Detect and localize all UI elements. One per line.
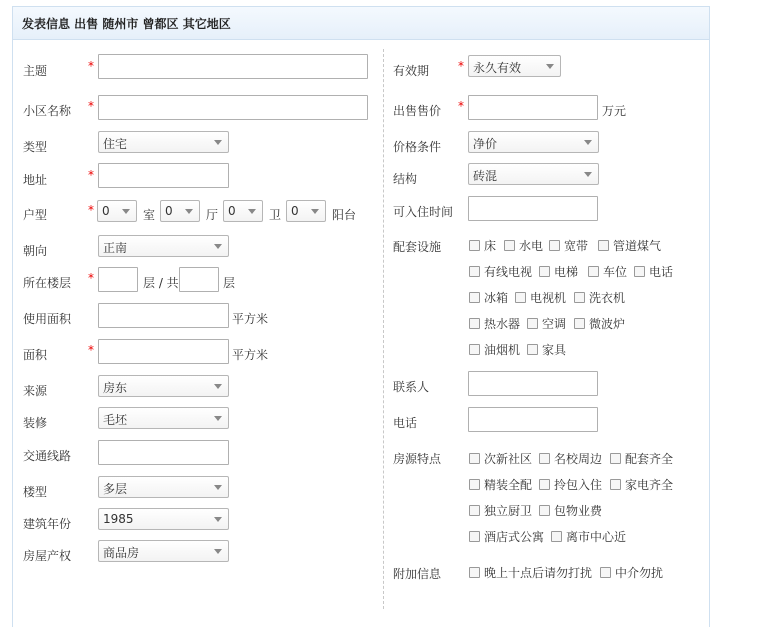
checkbox-box[interactable]: [539, 453, 550, 464]
feature-checkbox[interactable]: [610, 476, 673, 493]
chevron-down-icon: [122, 209, 130, 214]
balconies-unit: 阳台: [332, 208, 357, 222]
checkbox-box[interactable]: [469, 567, 480, 578]
required-mark: *: [458, 59, 464, 73]
facility-checkbox[interactable]: [539, 263, 578, 280]
validity-label: 有效期: [393, 64, 430, 78]
address-label: 地址: [23, 173, 48, 187]
area-unit: 平方米: [232, 348, 269, 362]
type-select-value: 住宅: [103, 137, 128, 151]
facility-checkbox[interactable]: [504, 237, 543, 254]
orientation-select[interactable]: [98, 235, 229, 257]
usable-area-unit: 平方米: [232, 312, 269, 326]
checkbox-box[interactable]: [469, 531, 480, 542]
move-in-input[interactable]: [468, 196, 598, 221]
facility-checkbox[interactable]: [469, 341, 520, 358]
source-label: 来源: [23, 384, 48, 398]
chevron-down-icon: [214, 244, 222, 249]
checkbox-box[interactable]: [469, 266, 480, 277]
building-type-label: 楼型: [23, 485, 48, 499]
feature-checkbox-label: 拎包入住: [554, 478, 603, 492]
usable-area-input[interactable]: [98, 303, 229, 328]
checkbox-box[interactable]: [469, 453, 480, 464]
rooms-unit: 室: [143, 208, 156, 222]
chevron-down-icon: [214, 140, 222, 145]
price-label: 出售售价: [393, 104, 442, 118]
rooms-select-value: 0: [102, 204, 110, 218]
checkbox-box[interactable]: [539, 505, 550, 516]
price-condition-label: 价格条件: [393, 140, 442, 154]
phone-label: 电话: [393, 416, 418, 430]
feature-checkbox-label: 包物业费: [554, 504, 603, 518]
orientation-select-value: 正南: [103, 241, 128, 255]
source-select[interactable]: [98, 375, 229, 397]
halls-select[interactable]: [160, 200, 200, 222]
type-select[interactable]: [98, 131, 229, 153]
facility-checkbox-label: 油烟机: [484, 343, 521, 357]
feature-checkbox-label: 家电齐全: [625, 478, 674, 492]
extra-info-checkbox-label: 中介勿扰: [615, 566, 664, 580]
validity-select[interactable]: [468, 55, 561, 77]
checkbox-box[interactable]: [539, 479, 550, 490]
feature-checkbox[interactable]: [539, 450, 602, 467]
facility-checkbox-label: 有线电视: [484, 265, 533, 279]
facility-checkbox[interactable]: [549, 237, 588, 254]
area-input[interactable]: [98, 339, 229, 364]
contact-label: 联系人: [393, 380, 430, 394]
facility-checkbox-label: 电话: [649, 265, 674, 279]
required-mark: *: [88, 343, 94, 357]
structure-select-value: 砖混: [473, 169, 498, 183]
column-divider: [383, 49, 384, 609]
facility-checkbox[interactable]: [527, 341, 566, 358]
feature-checkbox[interactable]: [469, 528, 544, 545]
chevron-down-icon: [584, 172, 592, 177]
move-in-label: 可入住时间: [393, 205, 454, 219]
feature-checkbox-label: 酒店式公寓: [484, 530, 545, 544]
layout-label: 户型: [23, 208, 48, 222]
total-floors-unit: 层: [223, 276, 236, 290]
required-mark: *: [88, 168, 94, 182]
price-input[interactable]: [468, 95, 598, 120]
validity-select-value: 永久有效: [473, 61, 522, 75]
checkbox-box[interactable]: [610, 479, 621, 490]
extra-info-checkbox-label: 晚上十点后请勿打扰: [484, 566, 593, 580]
facility-checkbox[interactable]: [469, 263, 532, 280]
facility-checkbox[interactable]: [469, 289, 508, 306]
feature-checkbox[interactable]: [610, 450, 673, 467]
area-label: 面积: [23, 348, 48, 362]
facility-checkbox-label: 洗衣机: [589, 291, 626, 305]
source-select-value: 房东: [103, 381, 128, 395]
structure-label: 结构: [393, 172, 418, 186]
chevron-down-icon: [248, 209, 256, 214]
facility-checkbox[interactable]: [515, 289, 566, 306]
structure-select[interactable]: [468, 163, 599, 185]
required-mark: *: [458, 99, 464, 113]
feature-checkbox-label: 离市中心近: [566, 530, 627, 544]
chevron-down-icon: [214, 485, 222, 490]
checkbox-box[interactable]: [469, 292, 480, 303]
required-mark: *: [88, 59, 94, 73]
checkbox-box[interactable]: [600, 567, 611, 578]
facility-checkbox[interactable]: [574, 315, 625, 332]
feature-checkbox[interactable]: [469, 476, 532, 493]
checkbox-box[interactable]: [469, 505, 480, 516]
decoration-label: 装修: [23, 416, 48, 430]
build-year-label: 建筑年份: [23, 517, 72, 531]
facility-checkbox[interactable]: [469, 315, 520, 332]
extra-info-checkbox[interactable]: [469, 564, 592, 581]
facility-checkbox-label: 管道煤气: [613, 239, 662, 253]
subject-input[interactable]: [98, 54, 368, 79]
feature-checkbox-label: 配套齐全: [625, 452, 674, 466]
facility-checkbox[interactable]: [634, 263, 673, 280]
checkbox-box[interactable]: [610, 453, 621, 464]
baths-unit: 卫: [269, 208, 282, 222]
facility-checkbox-label: 热水器: [484, 317, 521, 331]
build-year-select[interactable]: [98, 508, 229, 530]
facility-checkbox-label: 床: [484, 239, 497, 253]
facility-checkbox-label: 空调: [542, 317, 567, 331]
extra-info-label: 附加信息: [393, 567, 442, 581]
checkbox-box[interactable]: [598, 240, 609, 251]
required-mark: *: [88, 203, 94, 217]
type-label: 类型: [23, 140, 48, 154]
page-title: 发表信息 出售 随州市 曾都区 其它地区: [22, 17, 231, 31]
contact-input[interactable]: [468, 371, 598, 396]
chevron-down-icon: [214, 517, 222, 522]
facility-checkbox[interactable]: [527, 315, 566, 332]
features-label: 房源特点: [393, 452, 442, 466]
checkbox-box[interactable]: [515, 292, 526, 303]
facility-checkbox[interactable]: [598, 237, 661, 254]
transport-label: 交通线路: [23, 449, 72, 463]
price-condition-select[interactable]: [468, 131, 599, 153]
building-type-select-value: 多层: [103, 482, 128, 496]
community-label: 小区名称: [23, 104, 72, 118]
chevron-down-icon: [584, 140, 592, 145]
feature-checkbox[interactable]: [551, 528, 626, 545]
feature-checkbox-label: 名校周边: [554, 452, 603, 466]
checkbox-box[interactable]: [574, 292, 585, 303]
checkbox-box[interactable]: [469, 240, 480, 251]
floor-unit: 层 / 共: [143, 276, 179, 290]
checkbox-box[interactable]: [527, 344, 538, 355]
floor-input[interactable]: [98, 267, 138, 292]
facility-checkbox-label: 电视机: [530, 291, 567, 305]
chevron-down-icon: [214, 549, 222, 554]
baths-select-value: 0: [228, 204, 236, 218]
property-label: 房屋产权: [23, 549, 72, 563]
orientation-label: 朝向: [23, 244, 48, 258]
required-mark: *: [88, 99, 94, 113]
checkbox-box[interactable]: [469, 344, 480, 355]
baths-select[interactable]: [223, 200, 263, 222]
feature-checkbox-label: 次新社区: [484, 452, 533, 466]
facility-checkbox[interactable]: [588, 263, 627, 280]
facility-checkbox-label: 宽带: [564, 239, 589, 253]
feature-checkbox[interactable]: [539, 476, 602, 493]
extra-info-checkbox[interactable]: [600, 564, 663, 581]
community-input[interactable]: [98, 95, 368, 120]
checkbox-box[interactable]: [504, 240, 515, 251]
property-select-value: 商品房: [103, 546, 140, 560]
facility-checkbox-label: 车位: [603, 265, 628, 279]
checkbox-box[interactable]: [588, 266, 599, 277]
decoration-select[interactable]: [98, 407, 229, 429]
build-year-select-value: 1985: [103, 512, 134, 526]
facility-checkbox-label: 微波炉: [589, 317, 626, 331]
checkbox-box[interactable]: [574, 318, 585, 329]
address-input[interactable]: [98, 163, 229, 188]
chevron-down-icon: [214, 416, 222, 421]
total-floors-input[interactable]: [179, 267, 219, 292]
decoration-select-value: 毛坯: [103, 413, 128, 427]
panel-header: [13, 7, 709, 40]
price-condition-select-value: 净价: [473, 137, 498, 151]
facility-checkbox-label: 冰箱: [484, 291, 509, 305]
required-mark: *: [88, 271, 94, 285]
feature-checkbox[interactable]: [469, 502, 532, 519]
balconies-select-value: 0: [291, 204, 299, 218]
checkbox-box[interactable]: [469, 318, 480, 329]
feature-checkbox[interactable]: [539, 502, 602, 519]
usable-area-label: 使用面积: [23, 312, 72, 326]
transport-input[interactable]: [98, 440, 229, 465]
checkbox-box[interactable]: [634, 266, 645, 277]
floor-label: 所在楼层: [23, 276, 72, 290]
facility-checkbox[interactable]: [574, 289, 625, 306]
chevron-down-icon: [546, 64, 554, 69]
checkbox-box[interactable]: [549, 240, 560, 251]
feature-checkbox-label: 独立厨卫: [484, 504, 533, 518]
chevron-down-icon: [214, 384, 222, 389]
building-type-select[interactable]: [98, 476, 229, 498]
halls-select-value: 0: [165, 204, 173, 218]
facility-checkbox[interactable]: [469, 237, 496, 254]
facilities-label: 配套设施: [393, 240, 442, 254]
checkbox-box[interactable]: [551, 531, 562, 542]
feature-checkbox[interactable]: [469, 450, 532, 467]
phone-input[interactable]: [468, 407, 598, 432]
price-unit: 万元: [602, 104, 627, 118]
rooms-select[interactable]: [97, 200, 137, 222]
balconies-select[interactable]: [286, 200, 326, 222]
facility-checkbox-label: 水电: [519, 239, 544, 253]
halls-unit: 厅: [206, 208, 219, 222]
chevron-down-icon: [185, 209, 193, 214]
property-select[interactable]: [98, 540, 229, 562]
subject-label: 主题: [23, 64, 48, 78]
checkbox-box[interactable]: [527, 318, 538, 329]
feature-checkbox-label: 精装全配: [484, 478, 533, 492]
facility-checkbox-label: 电梯: [554, 265, 579, 279]
checkbox-box[interactable]: [539, 266, 550, 277]
checkbox-box[interactable]: [469, 479, 480, 490]
facility-checkbox-label: 家具: [542, 343, 567, 357]
chevron-down-icon: [311, 209, 319, 214]
